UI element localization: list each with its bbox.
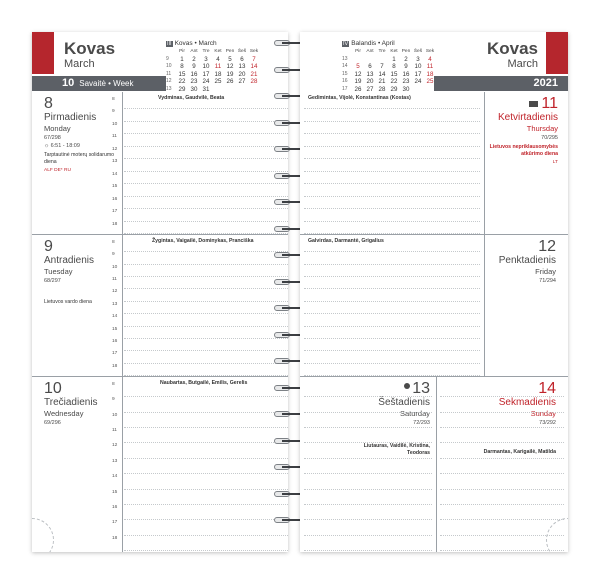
week-number: 10 (62, 77, 75, 89)
name-days: Vydminas, Gaudvilė, Beata (158, 95, 225, 101)
day-wednesday[interactable] (32, 377, 288, 552)
hour-label: 8 (112, 240, 115, 245)
hour-row[interactable] (304, 121, 480, 122)
day-name-en: Friday (535, 267, 556, 276)
mini-calendar-title: Kovas • March (174, 40, 217, 47)
hour-row[interactable] (304, 133, 480, 134)
hour-row[interactable] (304, 233, 480, 234)
month-roman-badge: III (167, 41, 172, 47)
day-count: 69/296 (44, 420, 61, 426)
day-sunday[interactable] (436, 377, 568, 552)
hour-row[interactable] (124, 427, 288, 428)
day-name-lt: Ketvirtadienis (497, 112, 558, 123)
day-number: 13 (350, 381, 430, 397)
hour-row[interactable] (304, 276, 480, 277)
hour-label: 17 (112, 351, 118, 357)
hour-row[interactable] (304, 427, 432, 428)
mini-calendar-march (166, 40, 260, 93)
right-day-grid (300, 92, 568, 552)
hour-label: 14 (112, 474, 118, 480)
hour-label: 9 (112, 397, 115, 403)
week-bar (32, 76, 166, 91)
hour-row[interactable] (124, 146, 288, 147)
hour-row[interactable] (304, 264, 480, 265)
day-note: Tarptautinė moterų solidarumo diena (44, 152, 115, 165)
hour-row[interactable] (440, 550, 564, 551)
day-count: 70/295 (541, 135, 558, 141)
hour-row[interactable] (124, 442, 288, 443)
hour-label: 15 (112, 184, 118, 190)
hour-row[interactable] (124, 458, 288, 459)
day-number: 10 (44, 380, 62, 397)
hour-label: 12 (112, 443, 118, 449)
hour-label: 15 (112, 489, 118, 495)
day-count: 73/292 (539, 420, 556, 426)
hour-row[interactable] (304, 363, 480, 364)
hour-row[interactable] (304, 338, 480, 339)
day-name-lt: Antradienis (44, 255, 95, 266)
hour-label: 8 (112, 97, 115, 102)
month-title-lt: Kovas (64, 39, 116, 58)
hour-row[interactable] (304, 108, 480, 109)
mini-calendar-title: Balandis • April (351, 40, 395, 47)
day-saturday[interactable] (300, 377, 436, 552)
hour-row[interactable] (440, 427, 564, 428)
hour-row[interactable] (124, 158, 288, 159)
hour-label: 16 (112, 504, 118, 510)
hour-label: 12 (112, 146, 118, 152)
day-name-lt: Penktadienis (498, 255, 556, 266)
name-days: Naubartas, Butgailė, Emilis, Gerelis (160, 380, 248, 386)
hour-label: 16 (112, 338, 118, 344)
hour-label: 17 (112, 209, 118, 215)
hour-row[interactable] (304, 535, 432, 536)
hour-row[interactable] (440, 412, 564, 413)
hour-label: 14 (112, 314, 118, 320)
hour-row[interactable] (124, 288, 288, 289)
name-days: Galvirdas, Darmantė, Grigalius (308, 238, 384, 244)
day-note: Lietuvos nepriklausomybės atkūrimo diena (489, 144, 558, 157)
hour-row[interactable] (124, 221, 288, 222)
hour-row[interactable] (124, 133, 288, 134)
hour-row[interactable] (124, 375, 288, 376)
hour-label: 14 (112, 171, 118, 177)
hour-row[interactable] (304, 550, 432, 551)
hour-label: 8 (112, 382, 115, 387)
hour-row[interactable] (304, 519, 432, 520)
month-title-en: March (64, 58, 95, 70)
day-note: Lietuvos vardo diena (44, 299, 92, 305)
hour-row[interactable] (124, 313, 288, 314)
hour-label: 10 (112, 264, 118, 270)
hour-label: 12 (112, 289, 118, 295)
hour-row[interactable] (124, 326, 288, 327)
hour-row[interactable] (304, 146, 480, 147)
hour-row[interactable] (304, 313, 480, 314)
hour-label: 10 (112, 121, 118, 127)
day-tuesday[interactable] (32, 235, 288, 377)
hour-row[interactable] (124, 473, 288, 474)
day-friday[interactable] (300, 235, 568, 377)
day-name-en: Thursday (526, 124, 558, 133)
day-count: 67/298 (44, 135, 61, 141)
hour-row[interactable] (124, 412, 288, 413)
hour-label: 11 (112, 428, 117, 434)
hour-row[interactable] (124, 338, 288, 339)
hour-row[interactable] (124, 504, 288, 505)
hour-row[interactable] (440, 442, 564, 443)
month-tab[interactable] (546, 32, 568, 74)
country-flags: LT (552, 160, 558, 165)
mini-calendar-grid: Pir Ant Tre Ket Pen Šeš Sek 13 1 2 3 4 14 5 6 7 8 9 10 11 15 12 13 14 15 16 17 18 16 19 20 21 22 23 24 25 17 26 27 28 29 30 (342, 49, 435, 93)
hour-label: 10 (112, 412, 118, 418)
hour-row[interactable] (304, 442, 432, 443)
hour-label: 18 (112, 221, 118, 227)
hour-row[interactable] (124, 363, 288, 364)
hour-row[interactable] (124, 264, 288, 265)
day-name-lt: Šeštadienis (378, 397, 430, 408)
country-flags: ALF DE* RU (44, 168, 71, 173)
hour-row[interactable] (304, 251, 480, 252)
hour-row[interactable] (304, 504, 432, 505)
hour-row[interactable] (124, 276, 288, 277)
day-number: 12 (538, 238, 556, 255)
hour-label: 13 (112, 159, 118, 165)
day-name-en: Wednesday (44, 409, 84, 418)
day-count: 68/297 (44, 278, 61, 284)
hour-row[interactable] (440, 489, 564, 490)
name-days: Žygintas, Vaigailė, Dominykas, Pranciška (152, 238, 254, 244)
day-name-lt: Sekmadienis (498, 397, 556, 408)
hour-label: 13 (112, 458, 118, 464)
left-page (32, 32, 288, 552)
hour-row[interactable] (304, 301, 480, 302)
hour-row[interactable] (124, 350, 288, 351)
flag-icon (529, 101, 538, 107)
hour-row[interactable] (124, 121, 288, 122)
hour-row[interactable] (124, 171, 288, 172)
hour-row[interactable] (304, 171, 480, 172)
day-name-en: Monday (44, 124, 71, 133)
day-thursday[interactable] (300, 92, 568, 235)
hour-row[interactable] (304, 412, 432, 413)
hour-row[interactable] (440, 504, 564, 505)
new-moon-icon (404, 383, 410, 389)
name-days: Liutauras, Vaidilė, Kristina, Teodoras (363, 443, 430, 456)
hour-row[interactable] (304, 489, 432, 490)
hour-row[interactable] (124, 396, 288, 397)
hour-row[interactable] (304, 208, 480, 209)
hour-row[interactable] (124, 233, 288, 234)
hour-row[interactable] (304, 350, 480, 351)
hour-row[interactable] (304, 326, 480, 327)
day-number: 8 (44, 95, 53, 112)
hour-row[interactable] (304, 196, 480, 197)
hour-row[interactable] (304, 375, 480, 376)
day-count: 72/293 (413, 420, 430, 426)
month-tab[interactable] (32, 32, 54, 74)
year-bar (434, 76, 568, 91)
year: 2021 (533, 77, 558, 89)
hour-row[interactable] (124, 535, 288, 536)
day-number: 14 (538, 380, 556, 397)
day-name-lt: Pirmadienis (44, 112, 97, 123)
name-days: Gedimintas, Vijolė, Konstantinas (Kostas) (308, 95, 411, 101)
day-name-en: Saturday (399, 409, 430, 418)
hour-row[interactable] (124, 519, 288, 520)
hour-row[interactable] (124, 301, 288, 302)
month-title-lt: Kovas (486, 39, 538, 58)
month-roman-badge: IV (343, 41, 349, 47)
hour-row[interactable] (440, 396, 564, 397)
hour-row[interactable] (304, 221, 480, 222)
hour-row[interactable] (440, 473, 564, 474)
day-count: 71/294 (539, 278, 556, 284)
hour-label: 9 (112, 109, 115, 115)
hour-label: 17 (112, 520, 118, 526)
day-monday[interactable] (32, 92, 288, 235)
hour-label: 18 (112, 535, 118, 541)
day-number: 11 (482, 96, 558, 112)
hour-row[interactable] (304, 158, 480, 159)
week-label: Savaitė • Week (79, 79, 134, 88)
hour-row[interactable] (124, 196, 288, 197)
hour-label: 9 (112, 252, 115, 258)
hour-label: 11 (112, 134, 117, 140)
right-page (300, 32, 568, 552)
hour-label: 16 (112, 196, 118, 202)
hour-row[interactable] (304, 396, 432, 397)
mini-calendar-april (342, 40, 436, 93)
hour-row[interactable] (304, 473, 432, 474)
left-day-grid (32, 92, 288, 552)
hour-label: 18 (112, 363, 118, 369)
hour-row[interactable] (124, 251, 288, 252)
hour-row[interactable] (124, 108, 288, 109)
hour-row[interactable] (304, 288, 480, 289)
mini-calendar-grid: Pir Ant Tre Ket Pen Šeš Sek 9 1 2 3 4 5 6 7 10 8 9 10 11 12 13 14 11 15 16 17 18 19 20 21 12 22 23 24 25 26 27 28 13 29 30 31 (166, 49, 259, 93)
hour-row[interactable] (304, 183, 480, 184)
hour-label: 13 (112, 301, 118, 307)
hour-label: 11 (112, 277, 117, 283)
hour-row[interactable] (124, 183, 288, 184)
hour-label: 15 (112, 326, 118, 332)
hour-row[interactable] (440, 519, 564, 520)
day-name-en: Tuesday (44, 267, 73, 276)
hour-row[interactable] (124, 550, 288, 551)
hour-row[interactable] (304, 458, 432, 459)
day-number: 9 (44, 238, 53, 255)
day-name-en: Sunday (530, 409, 556, 418)
hour-row[interactable] (124, 208, 288, 209)
month-title-en: March (507, 58, 538, 70)
sun-times: ☼ 6:51 - 18:09 (44, 143, 80, 149)
hour-row[interactable] (124, 489, 288, 490)
name-days: Darmantas, Karigailė, Matilda (483, 449, 556, 455)
day-name-lt: Trečiadienis (44, 397, 98, 408)
hour-row[interactable] (440, 458, 564, 459)
